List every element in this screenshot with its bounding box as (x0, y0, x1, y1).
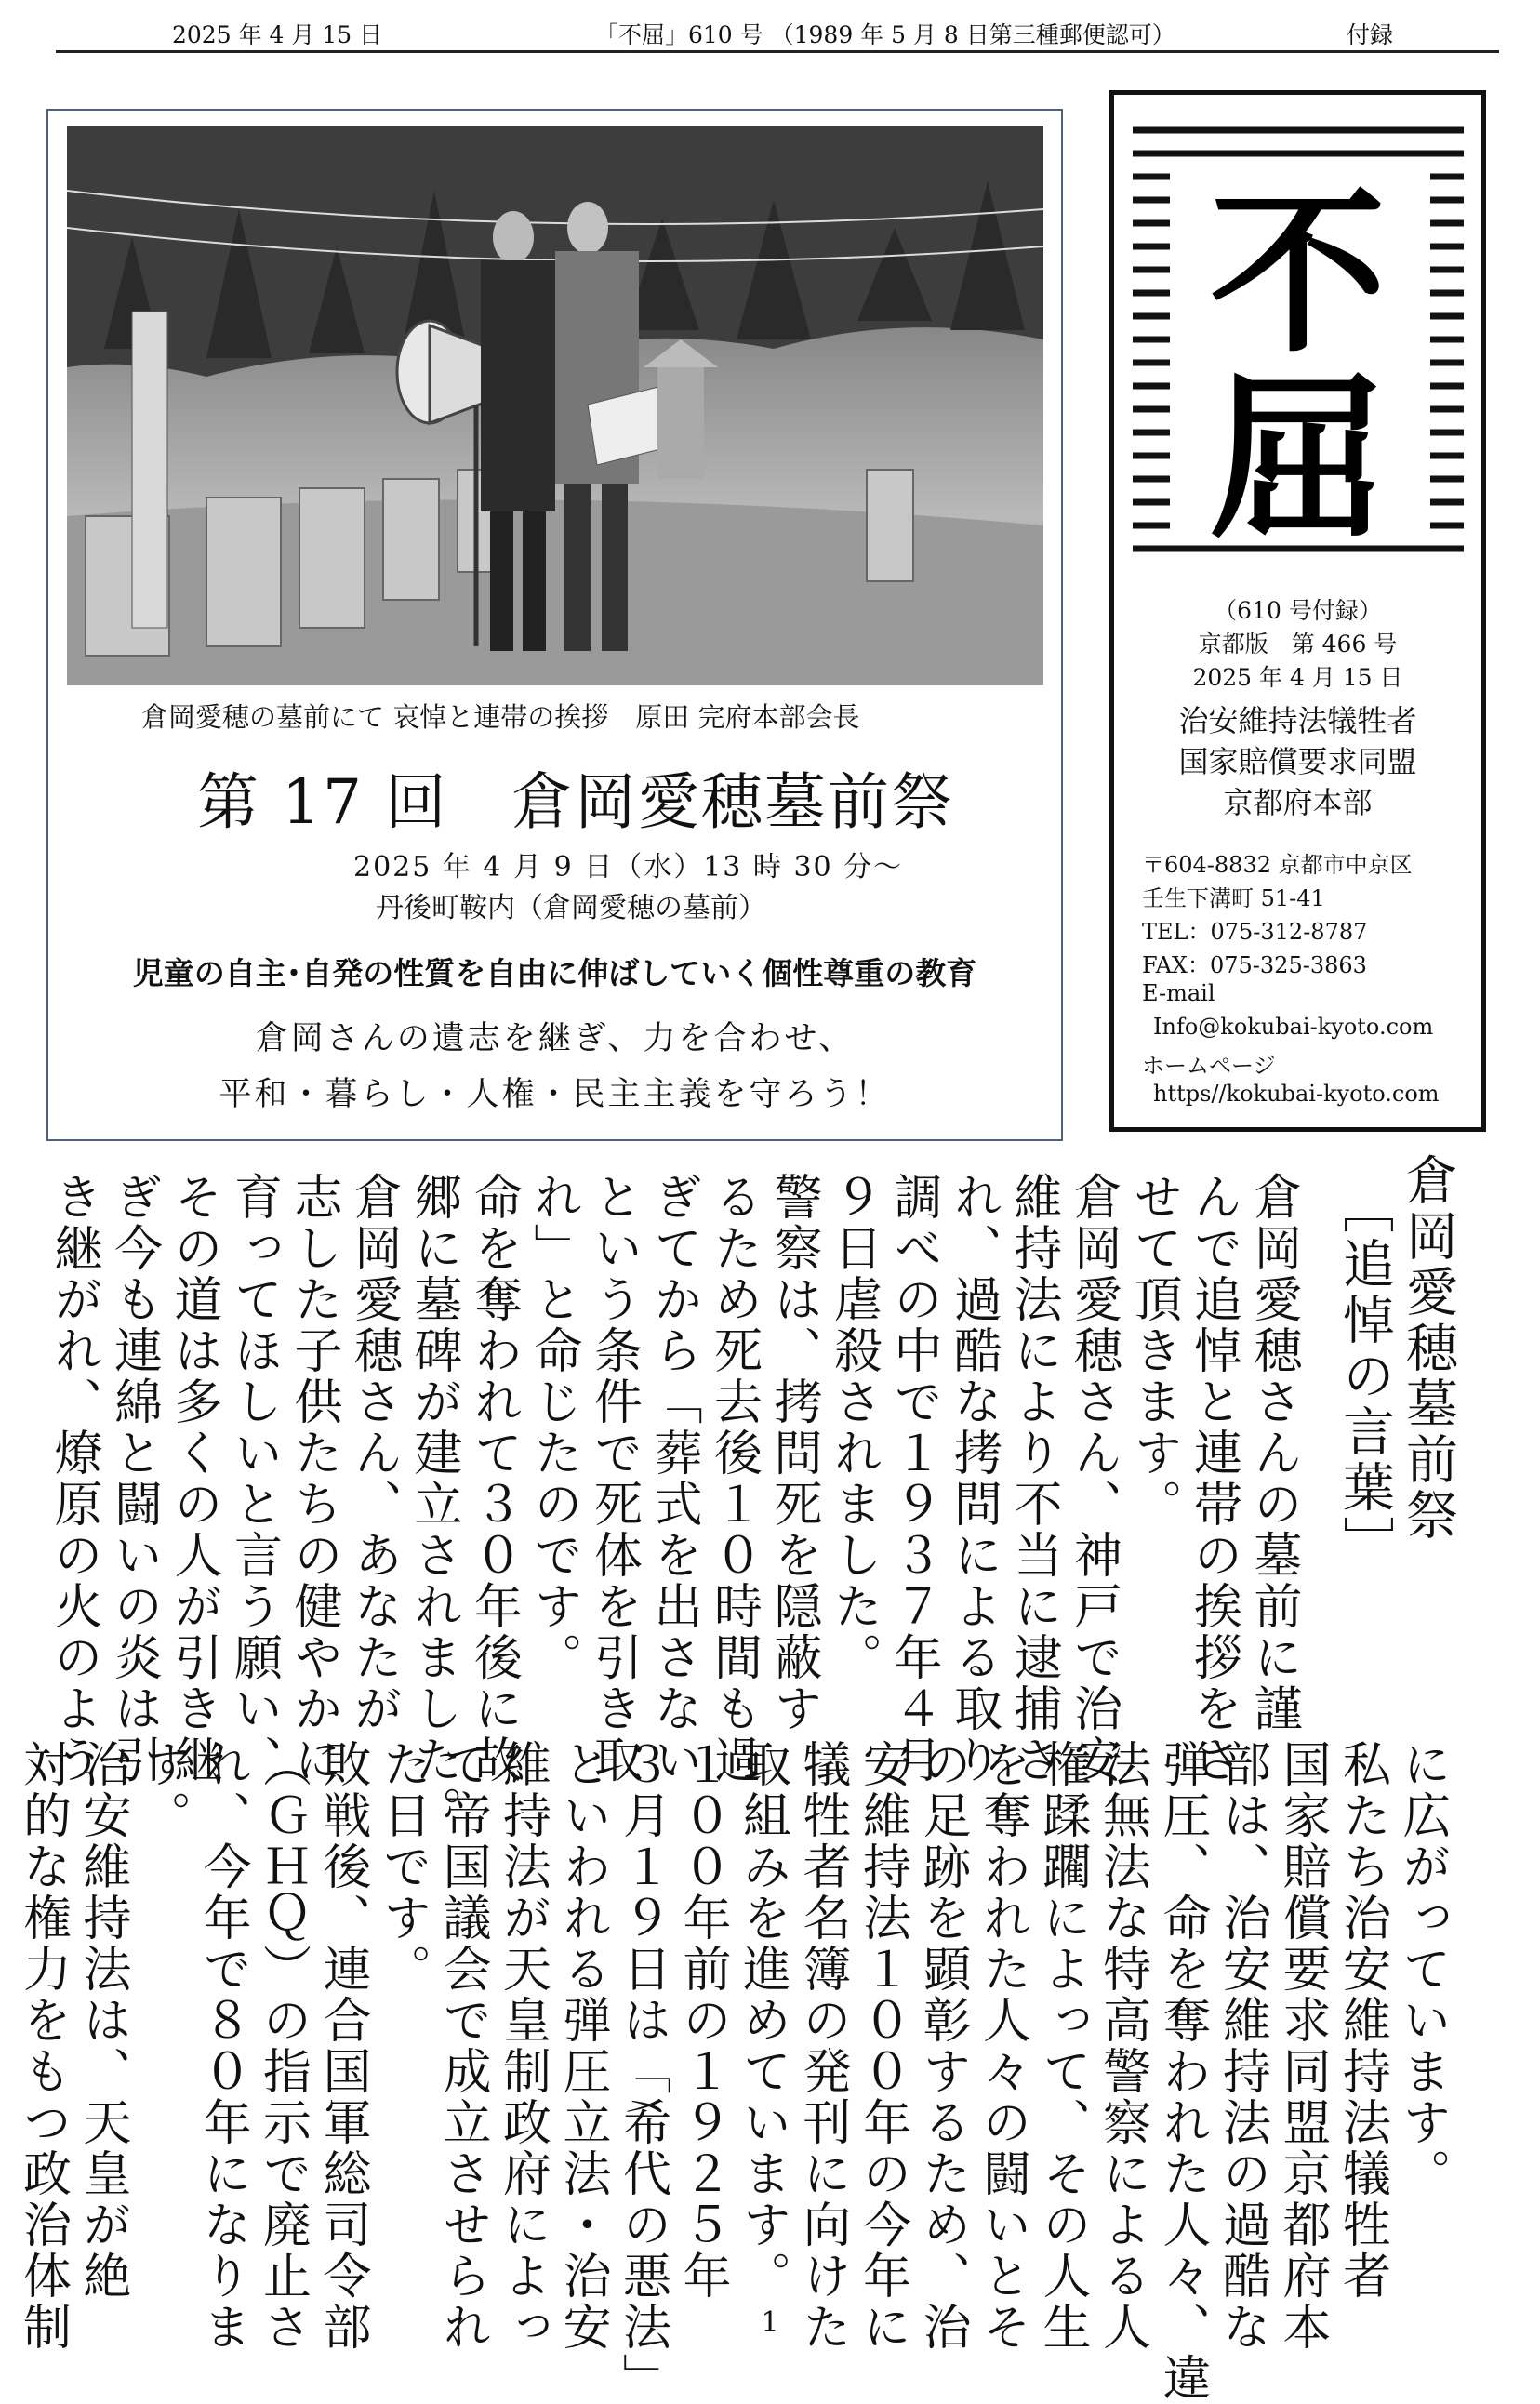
article-column: ３月１９日は「希代の悪法」 (614, 1739, 670, 2404)
article-column: るため死去後１０時間も過 (705, 1172, 762, 1786)
page-header (56, 13, 1499, 53)
article-column: 維持法により不当に逮捕さ (1005, 1172, 1061, 1786)
article-column: を奪われた人々の闘いとそ (974, 1739, 1030, 2353)
header-supplement: 付録 (1347, 21, 1394, 48)
org-name-line-3: 京都府本部 (1223, 785, 1373, 820)
article-column: 部は、治安維持法の過酷な (1214, 1739, 1270, 2353)
article-column: という条件で死体を引き取 (585, 1172, 642, 1786)
article-column: 治安維持法は、天皇が絶 (74, 1739, 130, 2302)
photo-caption: 倉岡愛穂の墓前にて 哀悼と連帯の挨拶 原田 完府本部会長 (141, 701, 860, 733)
article-column: 私たち治安維持法犠牲者 (1334, 1739, 1390, 2302)
org-name-line-2: 国家賠償要求同盟 (1178, 744, 1417, 779)
article-column: た日です。 (374, 1739, 431, 1995)
homepage-label: ホームページ (1142, 1053, 1276, 1079)
slogan-line-2: 平和・暮らし・人権・民主主義を守ろう！ (219, 1076, 891, 1113)
article-column: 敗戦後、連合国軍総司令部 (314, 1739, 370, 2353)
article-column: 維持法が天皇制政府によっ (494, 1739, 551, 2353)
article-column: 調べの中で１９３７年４月 (885, 1172, 941, 1786)
article-column: 対的な権力をもつ政治体制 (14, 1739, 71, 2353)
slogan-line-1: 倉岡さんの遺志を継ぎ、力を合わせ、 (255, 1020, 855, 1057)
supplement-label: （610 号付録） (1214, 597, 1382, 624)
grave-photo (67, 126, 1043, 685)
address-line-1: 〒604-8832 京都市中京区 (1142, 852, 1413, 878)
article-column: 倉岡愛穂さん、神戸で治安 (1065, 1172, 1122, 1786)
org-name-line-1: 治安維持法犠牲者 (1178, 703, 1417, 738)
photo-illustration (67, 126, 1043, 685)
memorial-article (14, 1144, 1497, 2404)
article-column: （ＧＨＱ）の指示で廃止さ (254, 1739, 311, 2353)
article-column: せて頂きます。 (1125, 1172, 1181, 1530)
article-column: 倉岡愛穂さんの墓前に謹 (1245, 1172, 1301, 1734)
article-column: 倉岡愛穂さん、あなたが (345, 1172, 402, 1734)
fukutsu-logo (1133, 112, 1464, 577)
article-column: 郷に墓碑が建立されました。 (405, 1172, 461, 1837)
article-column: 弾圧、命を奪われた人々、違 (1154, 1739, 1210, 2404)
article-column: といわれる弾圧立法・治安 (554, 1739, 610, 2353)
article-column: ぎてから「葬式を出さない (645, 1172, 701, 1786)
article-column: んで追悼と連帯の挨拶をさ (1185, 1172, 1241, 1786)
article-column: ９日虐殺されました。 (825, 1172, 882, 1683)
svg-text:不: 不 (1209, 169, 1387, 377)
event-date: 2025 年 4 月 9 日（水）13 時 30 分～ (353, 851, 904, 883)
article-column: ぎ今も連綿と闘いの炎は引 (105, 1172, 162, 1786)
address-line-2: 壬生下溝町 51-41 (1142, 885, 1325, 911)
article-column: の足跡を顕彰するため、治 (914, 1739, 970, 2353)
article-column: 国家賠償要求同盟京都府本 (1274, 1739, 1330, 2353)
article-column: その道は多くの人が引き継 (166, 1172, 221, 1786)
article-column: 志した子供たちの健やかに (285, 1172, 341, 1786)
tel-number: TEL：075-312-8787 (1142, 919, 1368, 945)
article-column: 警察は、拷問死を隠蔽す (765, 1172, 821, 1734)
article-column: れ」と命じたのです。 (525, 1172, 581, 1683)
article-column: 権蹂躙によって、その人生 (1034, 1739, 1090, 2353)
masthead-date: 2025 年 4 月 15 日 (1192, 664, 1403, 691)
education-motto: 児童の自主･自発の性質を自由に伸ばしていく個性尊重の教育 (132, 955, 977, 991)
article-column: 安維持法１００年の今年に (854, 1739, 910, 2353)
edition-label: 京都版 第 466 号 (1198, 631, 1398, 657)
article-column: 犠牲者名簿の発刊に向けた (794, 1739, 850, 2353)
header-date: 2025 年 4 月 15 日 (172, 21, 383, 48)
article-title: 倉岡愛穂墓前祭 (1398, 1153, 1458, 1544)
article-column: 法無法な特高警察による人 (1094, 1739, 1150, 2353)
masthead (1109, 90, 1486, 1132)
article-column: れ、過酷な拷問による取り (945, 1172, 1002, 1786)
event-place: 丹後町鞍内（倉岡愛穂の墓前） (376, 892, 766, 924)
fax-number: FAX：075-325-3863 (1142, 952, 1367, 978)
article-column: れ、今年で８０年になりま (194, 1739, 250, 2353)
article-column: す。 (134, 1739, 191, 1841)
event-title: 第 17 回 倉岡愛穂墓前祭 (197, 766, 954, 838)
header-issue-info: 「不屈」610 号 （1989 年 5 月 8 日第三種郵便認可） (595, 21, 1175, 48)
article-column: て帝国議会で成立させられ (434, 1739, 490, 2353)
page-number: 1 (761, 2306, 779, 2339)
article-column: に広がっています。 (1394, 1739, 1450, 2199)
email-label: E-mail (1142, 980, 1215, 1006)
article-column: 育ってほしいと言う願い、 (225, 1172, 282, 1786)
svg-text:屈: 屈 (1209, 355, 1387, 563)
article-column: １００年前の１９２５年 (674, 1739, 730, 2302)
email-address[interactable]: Info@kokubai-kyoto.com (1153, 1014, 1434, 1040)
event-feature-box (46, 109, 1063, 1141)
homepage-url[interactable]: https//kokubai-kyoto.com (1153, 1081, 1440, 1107)
article-column: き継がれ、燎原の火のよう (46, 1172, 101, 1786)
article-column: 命を奪われて３０年後に故 (465, 1172, 522, 1786)
article-subtitle: ［追悼の言葉］ (1334, 1181, 1395, 1572)
article-column: 取組みを進めています。 (734, 1739, 790, 2302)
